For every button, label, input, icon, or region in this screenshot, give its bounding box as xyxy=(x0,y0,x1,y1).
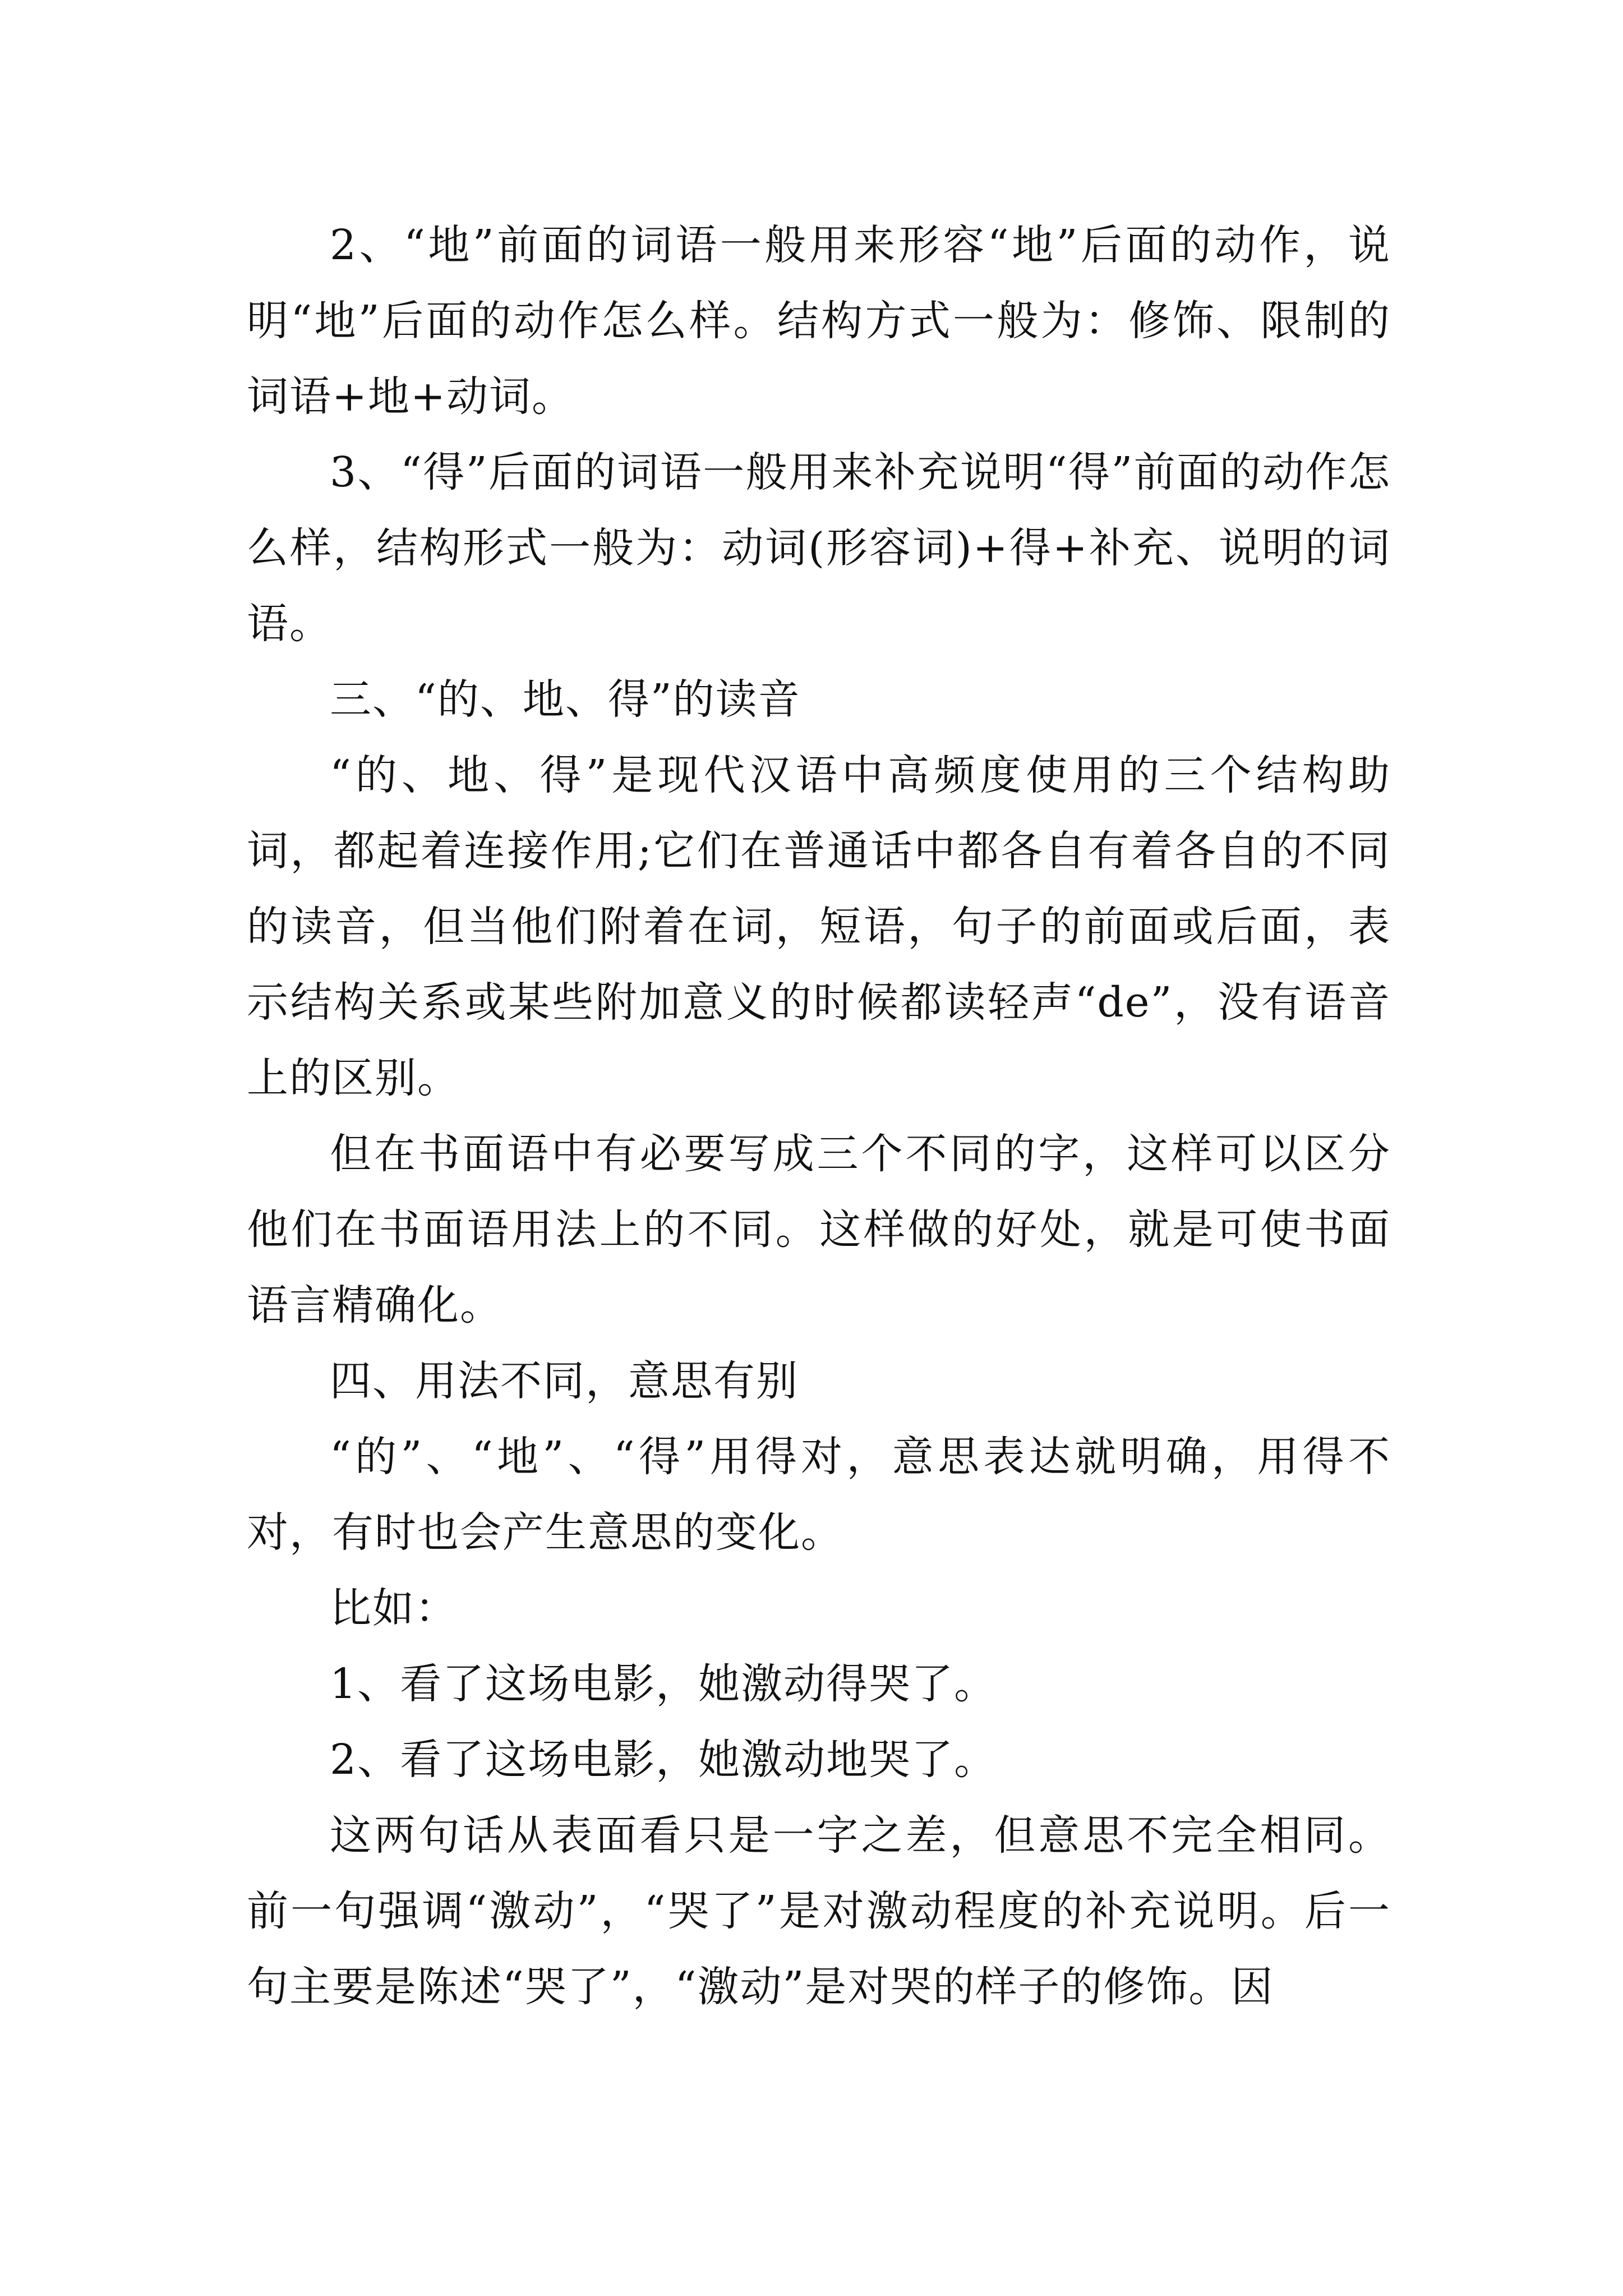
paragraph: “的、地、得”是现代汉语中高频度使用的三个结构助词，都起着连接作用;它们在普通话中都各自有着各自的不同的读音，但当他们附着在词，短语，句子的前面或后面，表示结构关系或某些附加意义的时候都读轻声“de”，没有语音上的区别。 xyxy=(247,751,1391,1102)
section-heading: 三、“的、地、得”的读音 xyxy=(330,675,801,724)
example-sentence: 1、看了这场电影，她激动得哭了。 xyxy=(330,1660,997,1708)
document-body xyxy=(247,208,1391,2025)
paragraph: 这两句话从表面看只是一字之差，但意思不完全相同。前一句强调“激动”，“哭了”是对激动程度的补充说明。后一句主要是陈述“哭了”，“激动”是对哭的样子的修饰。因 xyxy=(247,1811,1391,2011)
paragraph: 3、“得”后面的词语一般用来补充说明“得”前面的动作怎么样，结构形式一般为：动词(形容词)+得+补充、说明的词语。 xyxy=(247,448,1391,648)
paragraph: “的”、“地”、“得”用得对，意思表达就明确，用得不对，有时也会产生意思的变化。 xyxy=(247,1433,1391,1557)
example-sentence: 2、看了这场电影，她激动地哭了。 xyxy=(330,1736,997,1784)
paragraph: 比如： xyxy=(330,1584,458,1632)
paragraph: 但在书面语中有必要写成三个不同的字，这样可以区分他们在书面语用法上的不同。这样做的好处，就是可使书面语言精确化。 xyxy=(247,1130,1391,1329)
paragraph: 2、“地”前面的词语一般用来形容“地”后面的动作，说明“地”后面的动作怎么样。结构方式一般为：修饰、限制的词语+地+动词。 xyxy=(247,221,1391,421)
section-heading: 四、用法不同，意思有别 xyxy=(330,1357,799,1405)
